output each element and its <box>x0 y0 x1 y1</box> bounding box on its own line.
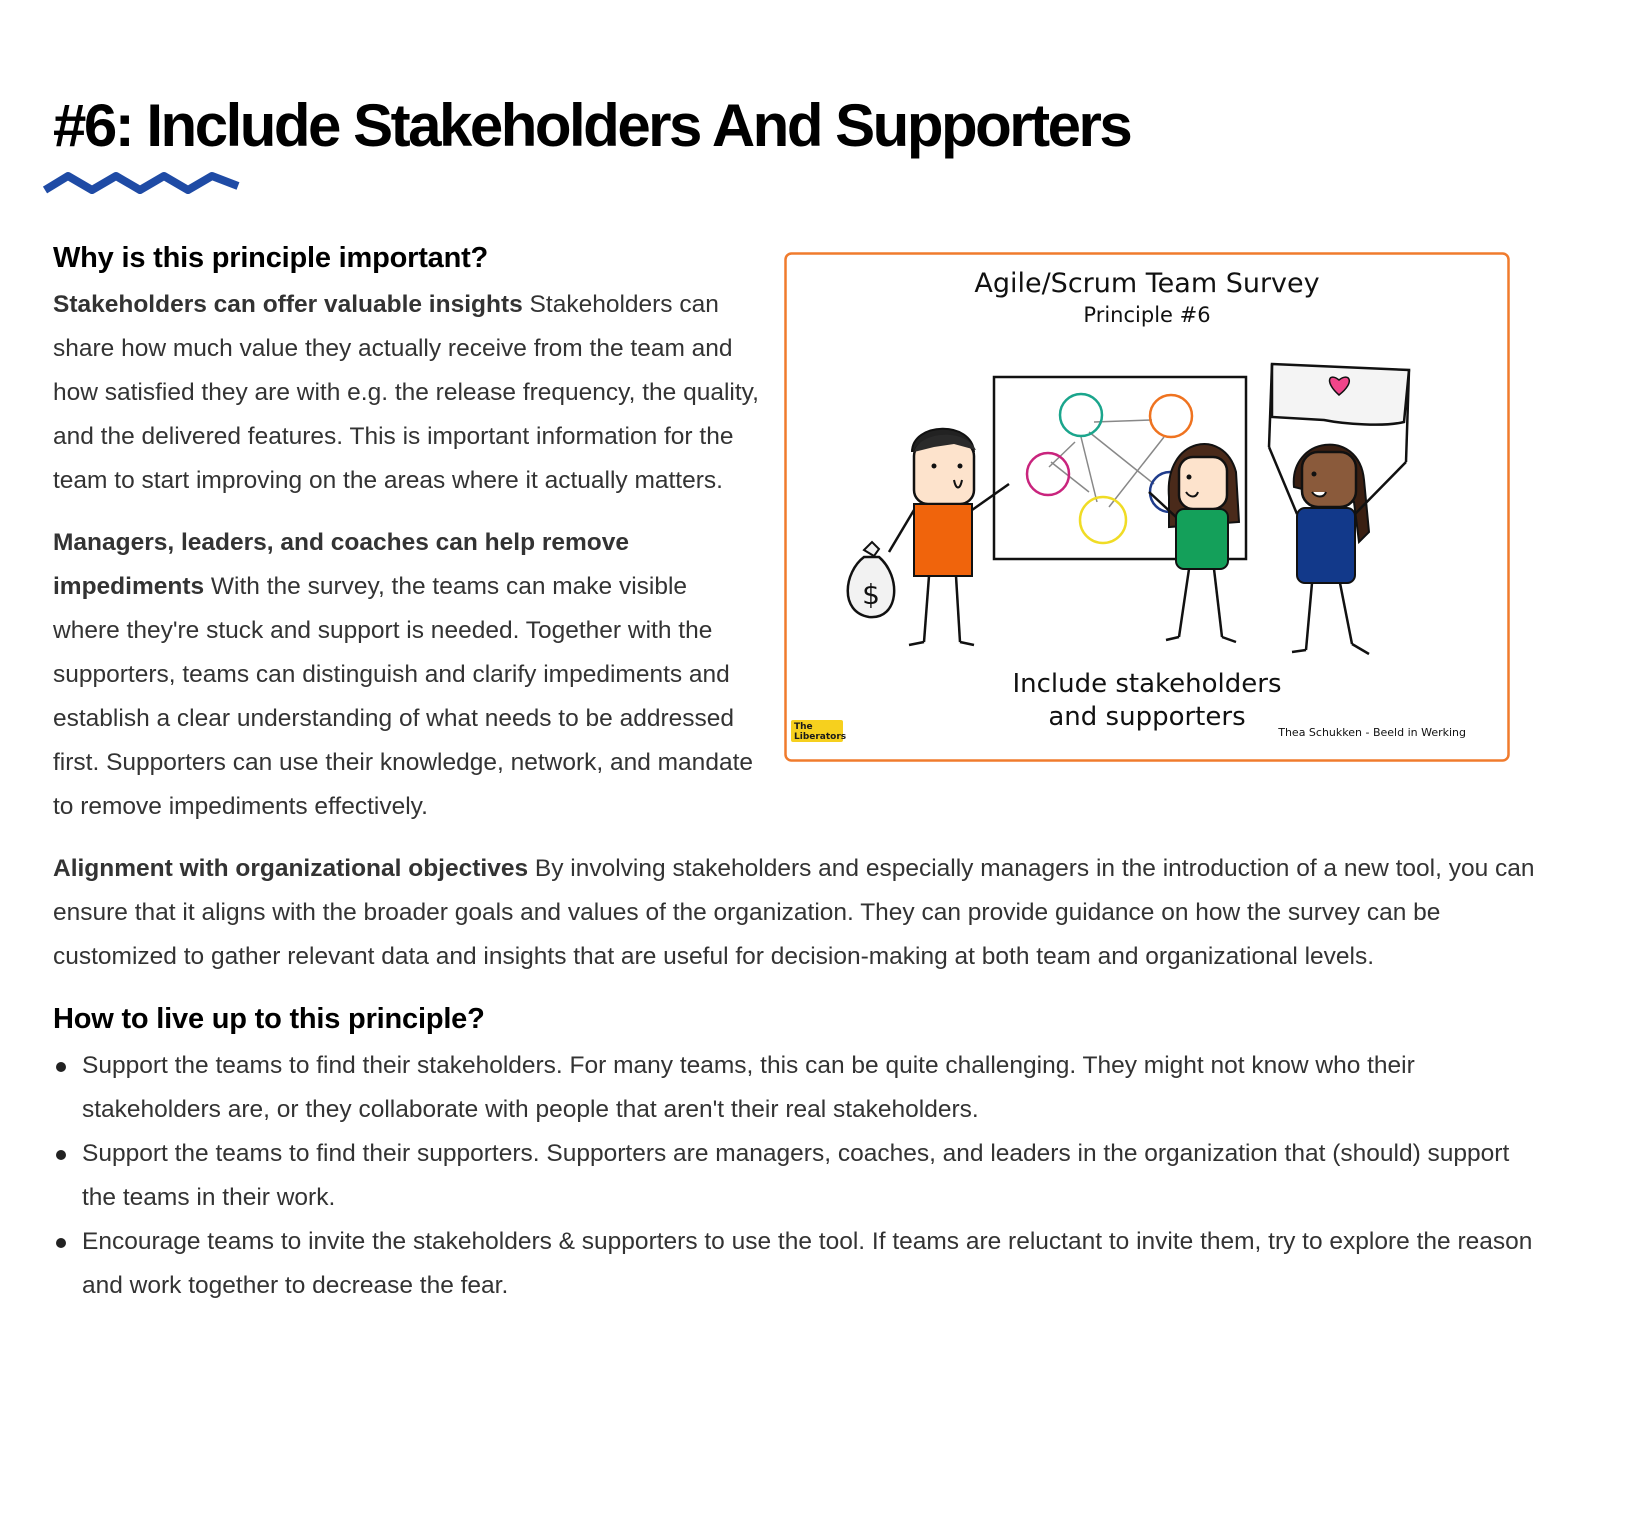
principle-actions-list <box>53 1044 1543 1308</box>
list-item: Support the teams to find their supporters. Supporters are managers, coaches, and leaders in the organization that (should) support the teams in their work. <box>53 1132 1543 1220</box>
figure-caption-line2: and supporters <box>1048 702 1246 732</box>
figure-caption-line1: Include stakeholders <box>1012 669 1282 699</box>
figure-subtitle: Principle #6 <box>1083 303 1211 327</box>
svg-text:$: $ <box>862 578 880 611</box>
figure-title: Agile/Scrum Team Survey <box>974 268 1320 299</box>
paragraph-alignment <box>53 847 1543 979</box>
logo-line2: Liberators <box>794 732 847 742</box>
illustration <box>784 252 1510 762</box>
paragraph-impediments-lead: Managers, leaders, and coaches can help remove impediments <box>53 529 630 600</box>
section-heading-how: How to live up to this principle? <box>53 1003 485 1035</box>
logo-line1: The <box>794 722 813 732</box>
page-title: #6: Include Stakeholders And Supporters <box>53 92 1131 159</box>
illustration-figure <box>784 252 1510 762</box>
liberators-logo <box>791 720 846 742</box>
paragraph-impediments-text: With the survey, the teams can make visible where they're stuck and support is needed. Together with the supporters, teams can distinguish and clarify impediments and establish a clear understanding of what needs to be addressed first. Supporters can use their knowledge, network, and mandate to remove impediments effectively. <box>53 573 753 820</box>
decorative-wave <box>42 168 244 198</box>
article-body <box>53 236 1543 1308</box>
paragraph-insights-text: Stakeholders can share how much value they actually receive from the team and how satisfied they are with e.g. the release frequency, the quality, and the delivered features. This is important information for the team to start improving on the areas where it actually matters. <box>53 291 759 494</box>
paragraph-alignment-text: By involving stakeholders and especially managers in the introduction of a new tool, you can ensure that it aligns with the broader goals and values of the organization. They can provide guidance on how the survey can be customized to gather relevant data and insights that are useful for decision-making at both team and organizational levels. <box>53 855 1535 970</box>
section-heading-why: Why is this principle important? <box>53 242 489 274</box>
paragraph-alignment-lead: Alignment with organizational objectives <box>53 855 529 882</box>
paragraph-insights-lead: Stakeholders can offer valuable insights <box>53 291 523 318</box>
list-item: Support the teams to find their stakeholders. For many teams, this can be quite challenging. They might not know who their stakeholders are, or they collaborate with people that aren't their real stakeholders. <box>53 1044 1543 1132</box>
list-item: Encourage teams to invite the stakeholders & supporters to use the tool. If teams are reluctant to invite them, try to explore the reason and work together to decrease the fear. <box>53 1220 1543 1308</box>
figure-credit: Thea Schukken - Beeld in Werking <box>1278 726 1466 739</box>
